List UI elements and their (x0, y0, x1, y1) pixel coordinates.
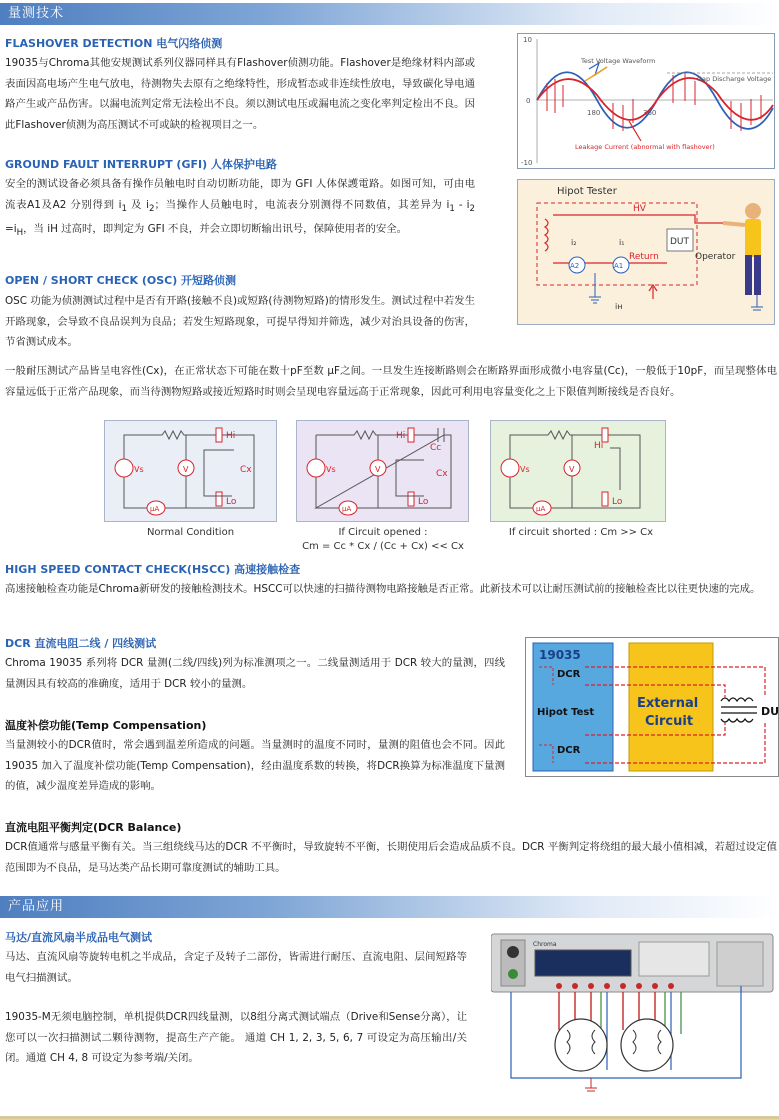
v-label: V (375, 465, 381, 474)
brand-label: Chroma (533, 941, 557, 948)
lo-label: Lo (612, 497, 623, 507)
caption-shorted: If circuit shorted : Cm >> Cx (508, 527, 654, 538)
hv-label: HV (633, 204, 646, 214)
osc-circuit-opened (296, 420, 469, 522)
vs-label: Vs (520, 465, 530, 474)
vs-label: Vs (326, 465, 336, 474)
hscc-heading: HIGH SPEED CONTACT CHECK(HSCC) 高速接触检查 (5, 563, 301, 576)
balance-heading (5, 820, 181, 836)
operator-label: Operator (695, 252, 736, 262)
temp-heading-en: (Temp Compensation) (71, 719, 207, 732)
ih-label: iʜ (615, 302, 623, 311)
flashover-body: 19035与Chroma其他安规测试系列仪器同样具有Flashover侦测功能。Flashover是绝缘材料内部或表面因高电场产生电气放电，待测物失去原有之绝缘特性，形成暂态或非连续性放电，导致碳化导电通路产生或产品伤害。以漏电流判定常无法检出不良。须以测试电压或漏电流之变化率判定检出不良。因此Flashover侦测为高压测试不可或缺的检视项目之一。 (5, 57, 475, 131)
x-tick-360: 360 (643, 109, 657, 117)
balance-heading-en: (DCR Balance) (93, 821, 182, 834)
a2-label: A2 (570, 262, 580, 270)
cx-label: Cx (436, 469, 448, 479)
x-tick-180: 180 (587, 109, 601, 117)
motor-2-icon (621, 1019, 673, 1071)
lo-label: Lo (418, 497, 429, 507)
dcr-top-label: DCR (557, 669, 581, 680)
dut-label: DUT (670, 237, 690, 247)
hi-label: Hi (396, 431, 406, 441)
osc-heading: OPEN / SHORT CHECK (OSC) 开短路侦测 (5, 274, 237, 287)
hi-label: Hi (226, 431, 236, 441)
osc-body: OSC 功能为侦测测试过程中是否有开路(接触不良)或短路(待测物短路)的情形发生。测试过程中若发生开路现象，会导致不良品误判为良品；若发生短路现象，可提早得知并筛选，减少对治具设备的伤害，节省测试成本。 (5, 295, 475, 348)
ua-label: μA (536, 505, 546, 513)
label-test-voltage: Test Voltage Waveform (581, 57, 656, 65)
hi-label: Hi (594, 441, 604, 451)
osc-circuit-shorted (490, 420, 666, 522)
lcd-display (535, 950, 631, 976)
app-body-1: 马达、直流风扇等旋转电机之半成品，含定子及转子二部份，皆需进行耐压、直流电阻、层间短路等电气扫描测试。 (5, 951, 467, 984)
vs-source-icon (115, 459, 133, 477)
label-leakage: Leakage Current (abnormal with flashover) (575, 143, 715, 151)
power-button-icon (507, 946, 519, 958)
device-wiring-illustration (491, 930, 777, 1095)
balance-heading-cn: 直流电阻平衡判定 (5, 821, 93, 834)
y-tick-mid: 0 (526, 97, 531, 105)
ua-label: μA (150, 505, 160, 513)
du-label: DU (761, 705, 779, 718)
dcr-body: Chroma 19035 系列将 DCR 量测(二线/四线)列为标准测项之一。二线量测适用于 DCR 较大的量测，四线量测因具有较高的准确度，适用于 DCR 较小的量测。 (5, 657, 505, 690)
osc-body-full: 一般耐压测试产品皆呈电容性(Cx)，在正常状态下可能在数十pF至数 μF之间。一旦发生连接断路则会在断路界面形成微小电容量(Cc)，一般低于10pF，而呈现整体电容量远低于正常产品现象，而当待测物短路或接近短路时时则会呈现电容量远高于正常现象，因此可利用电容量变化之上下限值判断接线是否良好。 (5, 365, 777, 398)
temp-heading-cn: 温度补偿功能 (5, 719, 71, 732)
ua-label: μA (342, 505, 352, 513)
section-bar-tech (0, 3, 779, 25)
gfi-heading: GROUND FAULT INTERRUPT (GFI) 人体保护电路 (5, 158, 277, 171)
cx-label: Cx (240, 465, 252, 475)
balance-body: DCR值通常与感量平衡有关。当三组绕线马达的DCR 不平衡时，导致旋转不平衡，长期使用后会造成品质不良。DCR 平衡判定将绕组的最大最小值相减，若超过设定值范围即为不良品，是马达类产品长期可靠度测试的辅助工具。 (5, 841, 777, 874)
section-bar-app (0, 896, 779, 918)
y-tick-top: 10 (523, 36, 532, 44)
ground-icon (585, 1078, 597, 1091)
dcr-diagram (525, 637, 779, 777)
lo-label: Lo (226, 497, 237, 507)
external-label: External (637, 696, 699, 711)
hscc-body: 高速接触检查功能是Chroma新研发的接触检测技术。HSCC可以快速的扫描待测物电路接触是否正常。此新技术可以让耐压测试前的接触检查比以往更快速的完成。 (5, 583, 761, 595)
osc-circuit-normal (104, 420, 277, 522)
i1-label: i₁ (619, 238, 625, 247)
label-gap-discharge: Gap Discharge Voltage (697, 75, 772, 83)
app-heading: 马达/直流风扇半成品电气测试 (5, 931, 153, 944)
caption-opened: If Circuit opened : (338, 527, 428, 538)
start-button-icon (508, 969, 518, 979)
return-label: Return (629, 252, 659, 262)
gfi-title: Hipot Tester (557, 186, 617, 197)
v-label: V (569, 465, 575, 474)
gfi-diagram (517, 179, 775, 325)
motor-1-icon (555, 1019, 607, 1071)
flashover-waveform-chart (517, 33, 775, 169)
a1-label: A1 (614, 262, 624, 270)
dcr-heading: DCR 直流电阻二线 / 四线测试 (5, 637, 157, 650)
i2-label: i₂ (571, 238, 577, 247)
v-label: V (183, 465, 189, 474)
temp-body: 当量测较小的DCR值时，常会遇到温差所造成的问题。当量测时的温度不同时，量测的阻值也会不同。因此 19035 加入了温度补偿功能(Temp Compensation)，经由温度系数的转换，将DCR换算为标准温度下量测的值，减少温度差异造成的影响。 (5, 739, 505, 792)
y-tick-bottom: -10 (521, 159, 533, 167)
section-title: 量测技术 (8, 6, 65, 21)
dcr-bottom-label: DCR (557, 745, 581, 756)
temp-heading (5, 718, 206, 734)
caption-opened-formula: Cm = Cc * Cx / (Cc + Cx) << Cx (302, 541, 464, 552)
gfi-body: 安全的测试设备必须具备有操作员触电时自动切断功能，即为 GFI 人体保護電路。如图可知，可由电流表A1及A2 分别得到 $i_1$ 及 $i_2$；当操作人员触电时，电流表分别测得不同数值，其差异为 $i_1 - i_2 =i_H$，当 iH 过高时，即判定为 GFI 不良，并会立即切断输出讯号，保障使用者的安全。 (5, 178, 476, 239)
vs-source-icon (307, 459, 325, 477)
hipot-label: Hipot Test (537, 707, 595, 718)
vs-label: Vs (134, 465, 144, 474)
circuit-label: Circuit (645, 714, 694, 729)
flashover-heading: FLASHOVER DETECTION 电气闪络侦测 (5, 37, 223, 50)
keypad (639, 942, 709, 976)
section-title: 产品应用 (8, 899, 65, 914)
caption-normal: Normal Condition (146, 527, 235, 538)
cc-label: Cc (430, 443, 442, 453)
model-label: 19035 (539, 648, 581, 662)
app-body-2: 19035-M无须电脑控制，单机提供DCR四线量测，以8组分离式测试端点（Drive和Sense分离），让您可以一次扫描测试二颗待测物，提高生产产能。 通道 CH 1, 2, 3, 5, 6, 7 可设定为高压输出/关闭。通道 CH 4, 8 可设定为参考端/关闭。 (5, 1011, 467, 1064)
vs-source-icon (501, 459, 519, 477)
